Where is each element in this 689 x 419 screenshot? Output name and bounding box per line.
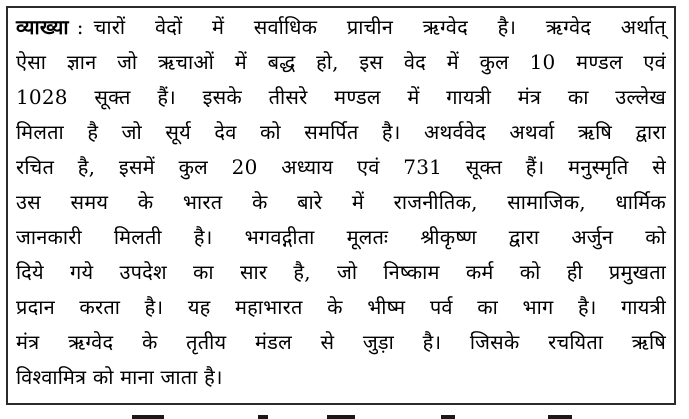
cropped-mark	[327, 415, 355, 419]
text-line-5: रचित है, इसमें कुल 20 अध्याय एवं 731 सूक्त हैं। मनुस्मृति से	[16, 155, 666, 179]
heading-group	[16, 10, 94, 44]
cropped-mark	[132, 415, 164, 419]
text-line-3: 1028 सूक्त हैं। इसके तीसरे मण्डल में गायत्री मंत्र का उल्लेख	[16, 85, 666, 109]
text-line-10: मंत्र ऋग्वेद के तृतीय मंडल से जुड़ा है। जिसके रचयिता ऋषि	[16, 330, 666, 354]
line-1-text: चारों वेदों में सर्वाधिक प्राचीन ऋग्वेद है। ऋग्वेद अर्थात्	[93, 15, 666, 39]
bottom-cropped-text-marks	[0, 409, 689, 419]
bottom-strip	[0, 405, 689, 419]
cropped-mark	[441, 415, 455, 419]
text-line-8: दिये गये उपदेश का सार है, जो निष्काम कर्म को ही प्रमुखता	[16, 260, 666, 284]
text-line-2: ऐसा ज्ञान जो ऋचाओं में बद्ध हो, इस वेद में कुल 10 मण्डल एवं	[16, 50, 666, 74]
cropped-mark	[548, 415, 572, 419]
text-line-1	[16, 10, 666, 44]
text-line-6: उस समय के भारत के बारे में राजनीतिक, सामाजिक, धार्मिक	[16, 190, 666, 214]
cropped-mark	[258, 415, 268, 419]
explanation-box	[6, 6, 676, 405]
separator: :	[76, 15, 84, 39]
text-line-7: जानकारी मिलती है। भगवद्गीता मूलतः श्रीकृष्ण द्वारा अर्जुन को	[16, 225, 666, 249]
text-line-11: विश्वामित्र को माना जाता है।	[16, 365, 223, 389]
text-line-4: मिलता है जो सूर्य देव को समर्पित है। अथर्ववेद अथर्वा ऋषि द्वारा	[16, 120, 666, 144]
text-line-9: प्रदान करता है। यह महाभारत के भीष्म पर्व का भाग है। गायत्री	[16, 295, 666, 319]
heading-label: व्याख्या	[16, 15, 69, 39]
